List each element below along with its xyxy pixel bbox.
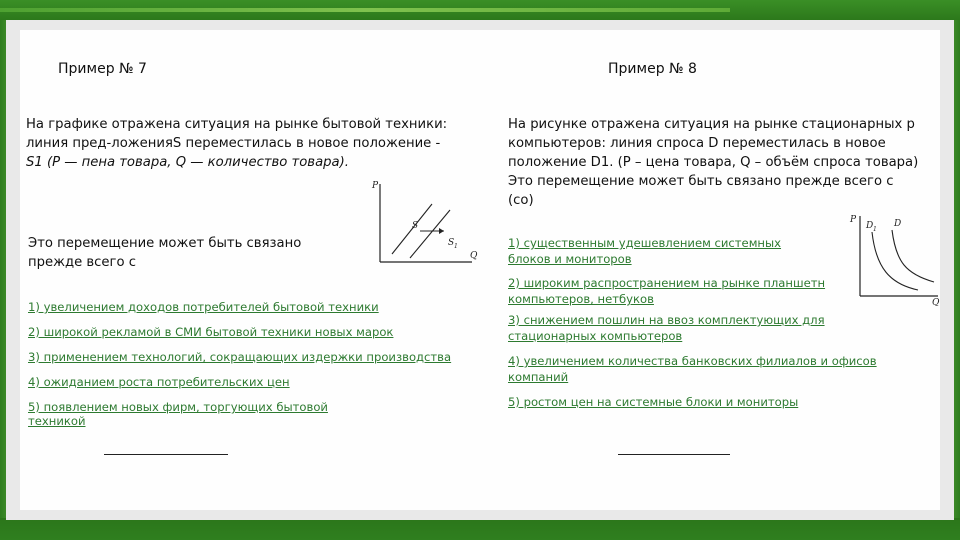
example8-task-line2: компьютеров: линия спроса D переместилась в новое	[508, 136, 886, 151]
example8-demand-curve-d	[892, 230, 934, 282]
example7-task-line2: линия пред-ложенияS переместилась в новое положение -	[26, 136, 441, 151]
example8-option-3[interactable]: 3) снижением пошлин на ввоз комплектующих для	[508, 313, 825, 327]
example7-option-5[interactable]: 5) появлением новых фирм, торгующих бытовой	[28, 400, 328, 414]
example8-option-5[interactable]: 5) ростом цен на системные блоки и мониторы	[508, 395, 799, 409]
example7-p-label: P	[372, 181, 379, 191]
example8-task-line4: Это перемещение может быть связано прежде всего с	[508, 174, 894, 189]
example8-title: Пример № 8	[608, 61, 697, 77]
example7-s1-label: S	[448, 238, 455, 248]
example8-demand-graph	[846, 210, 940, 306]
example7-q-label: Q	[470, 251, 478, 261]
example8-task-line5: (со)	[508, 193, 534, 208]
top-highlight-line	[0, 8, 730, 12]
example8-option-2-cont[interactable]: компьютеров, нетбуков	[508, 292, 654, 306]
example8-answer-line	[618, 454, 730, 455]
example7-option-5-cont[interactable]: техникой	[28, 414, 86, 428]
example7-option-3[interactable]: 3) применением технологий, сокращающих издержки производства	[28, 350, 452, 364]
example7-option-4[interactable]: 4) ожиданием роста потребительских цен	[28, 375, 290, 389]
example8-d-label: D	[894, 219, 902, 229]
top-decorative-bar	[0, 0, 960, 22]
example7-arrowhead	[439, 228, 444, 234]
example7-answer-line	[104, 454, 228, 455]
example7-s-label: S	[412, 221, 419, 231]
example8-option-4[interactable]: 4) увеличением количества банковских филиалов и офисов	[508, 354, 877, 368]
example7-s1-subscript: 1	[454, 243, 458, 250]
example7-question-line1: Это перемещение может быть связано	[28, 236, 302, 251]
example7-supply-line-s1	[410, 210, 450, 258]
example8-p-label: P	[850, 215, 857, 225]
example7-option-1[interactable]: 1) увеличением доходов потребителей бытовой техники	[28, 300, 379, 314]
example7-supply-graph	[362, 174, 482, 274]
example7-title: Пример № 7	[58, 61, 147, 77]
example8-demand-curve-d1	[872, 232, 918, 290]
bottom-decorative-bar	[0, 518, 960, 540]
example7-task-line1: На графике отражена ситуация на рынке бытовой техники:	[26, 117, 448, 132]
content-panel	[20, 30, 940, 510]
example8-option-1-cont[interactable]: блоков и мониторов	[508, 252, 632, 266]
example8-option-4-cont[interactable]: компаний	[508, 370, 569, 384]
example7-question-line2: прежде всего с	[28, 255, 136, 270]
example8-q-label: Q	[932, 298, 940, 306]
example8-d1-label: D	[866, 221, 874, 231]
example8-option-2[interactable]: 2) широким распространением на рынке планшетн	[508, 276, 826, 290]
example8-d1-subscript: 1	[873, 226, 877, 233]
example8-option-1[interactable]: 1) существенным удешевлением системных	[508, 236, 782, 250]
example8-task-line3: положение D1. (Р – цена товара, Q – объём спроса товара)	[508, 155, 919, 170]
example7-option-2[interactable]: 2) широкой рекламой в СМИ бытовой техники новых марок	[28, 325, 394, 339]
example8-task-line1: На рисунке отражена ситуация на рынке стационарных р	[508, 117, 915, 132]
slide	[6, 20, 954, 520]
example8-option-3-cont[interactable]: стационарных компьютеров	[508, 329, 683, 343]
example7-task-line3: S1 (P — пена товара, Q — количество товара).	[26, 155, 349, 170]
